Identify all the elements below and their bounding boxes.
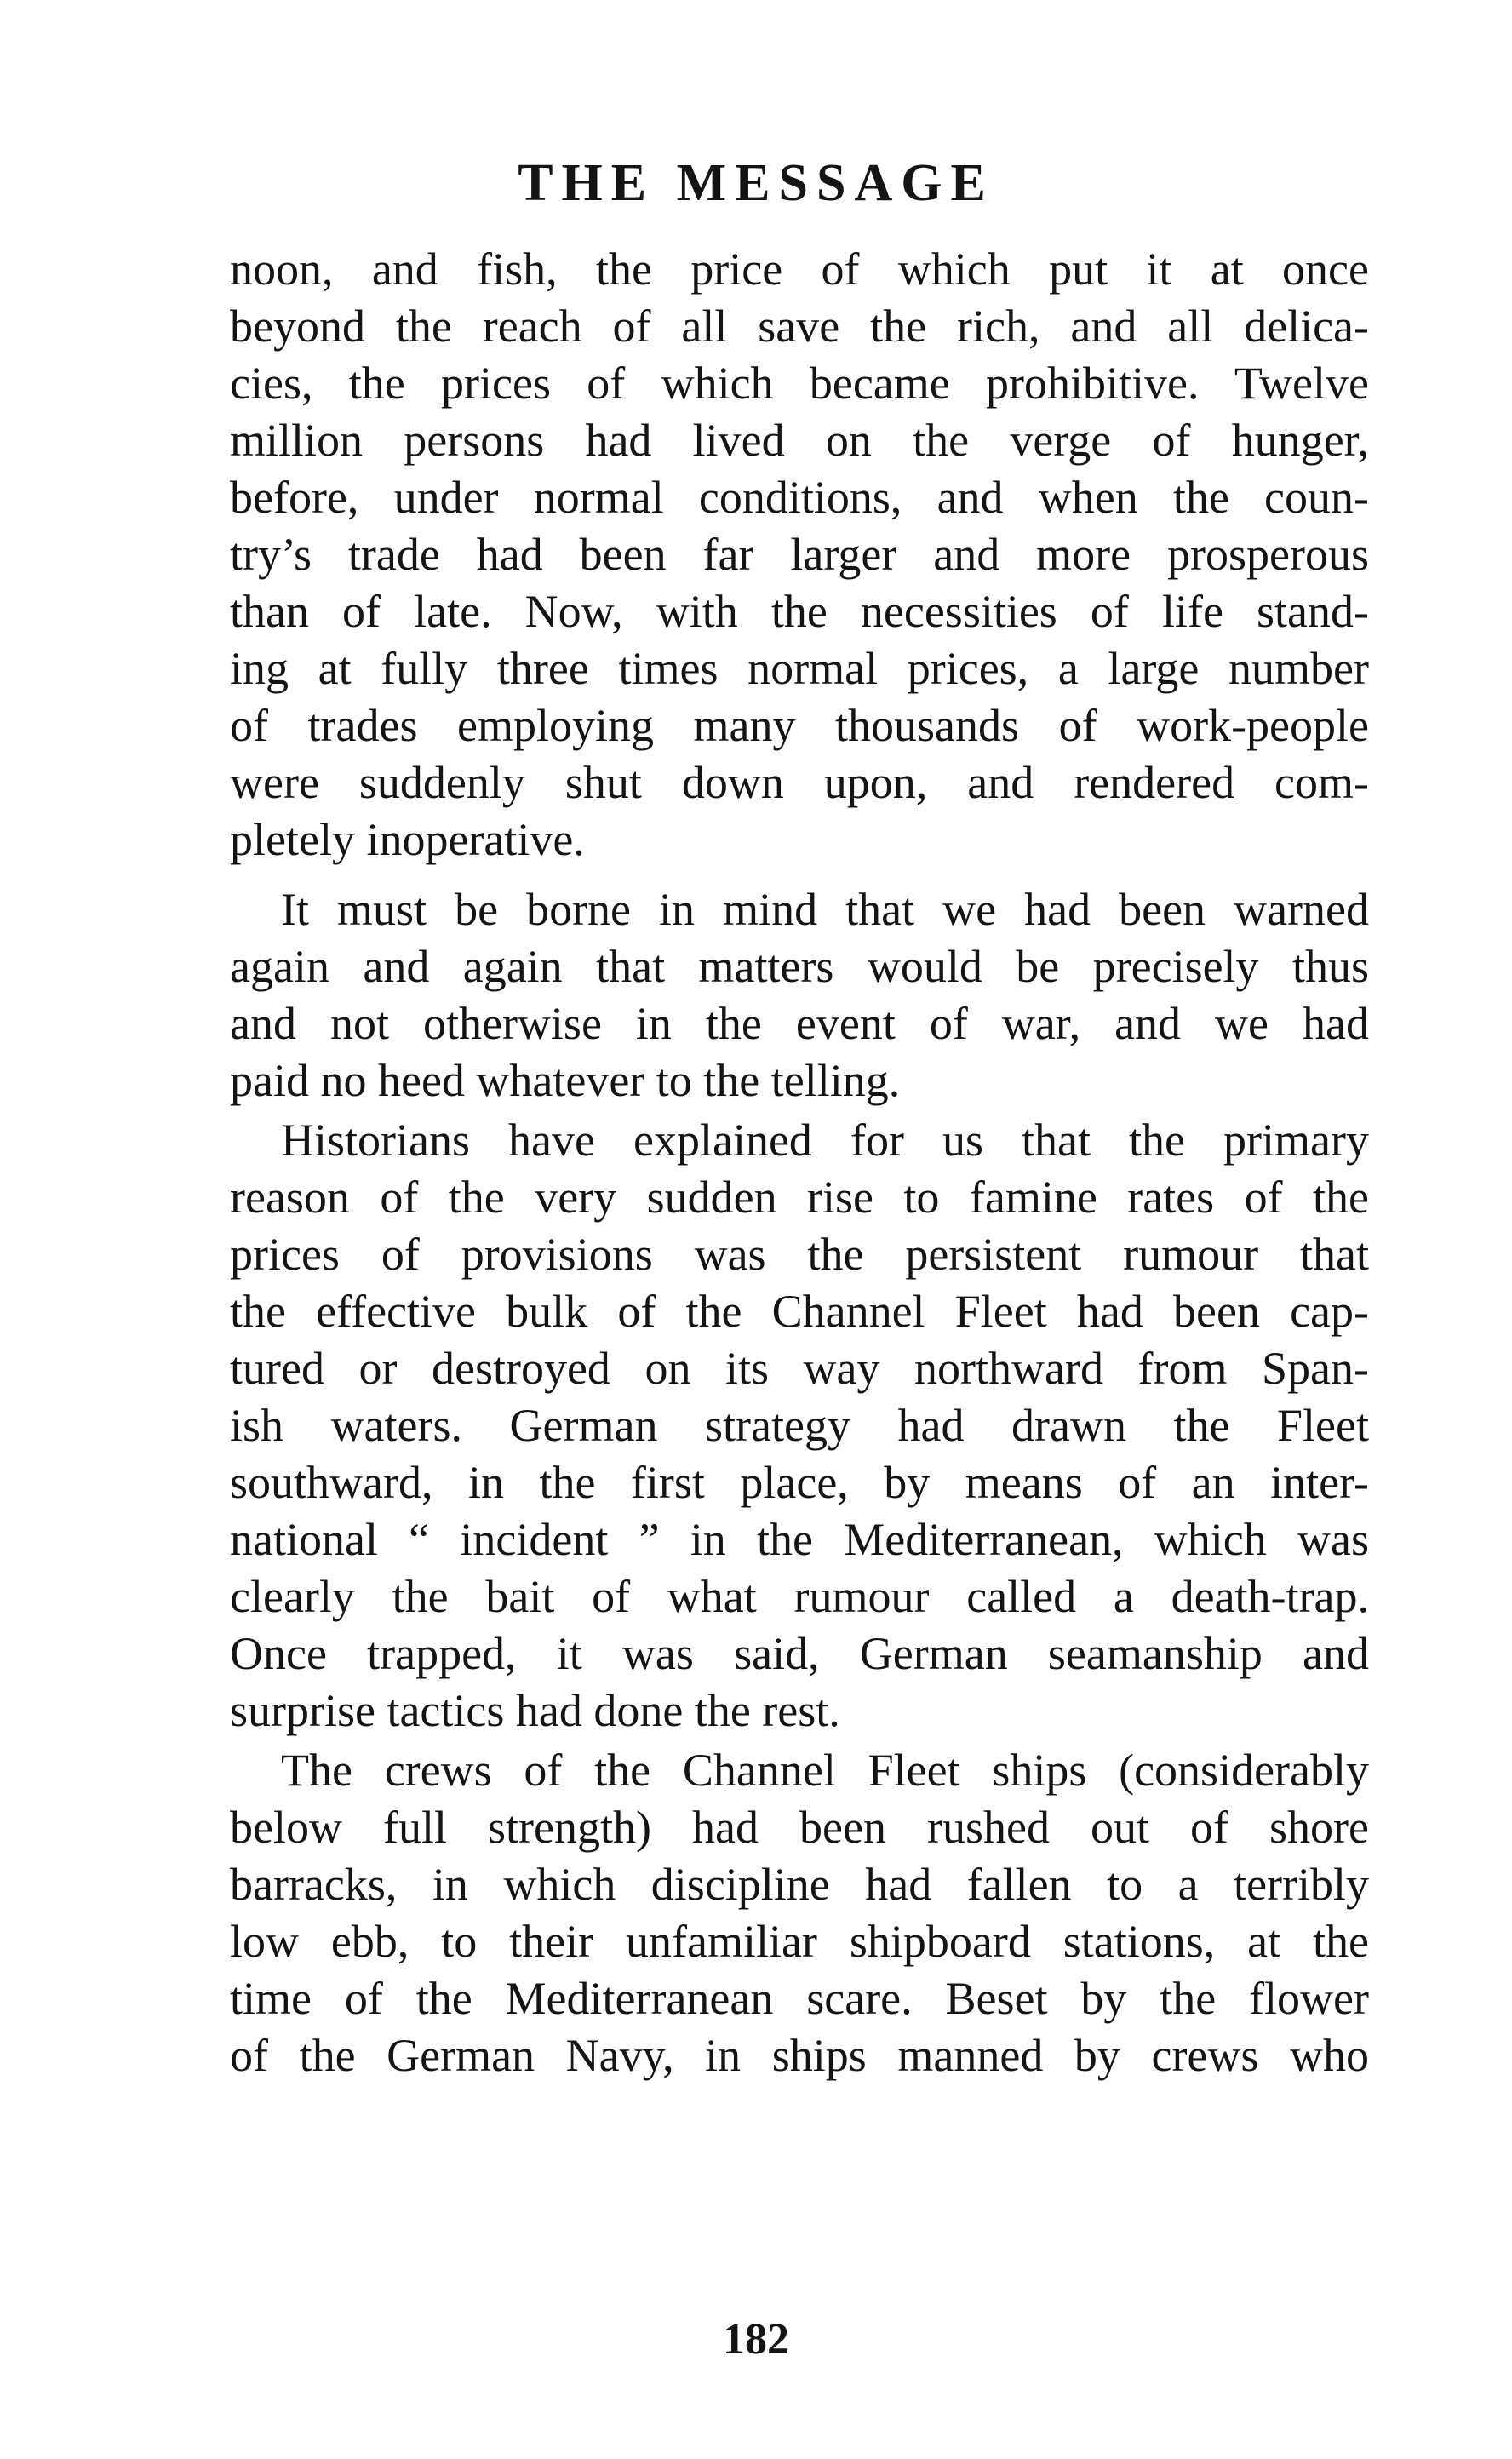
- text-line: pletely inoperative.: [230, 814, 585, 865]
- text-line: national “ incident ” in the Mediterranean, which was: [230, 1514, 1369, 1565]
- text-line: try’s trade had been far larger and more prosperous: [230, 529, 1369, 580]
- text-line: below full strength) had been rushed out of shore: [230, 1802, 1369, 1853]
- text-line: time of the Mediterranean scare. Beset by the flower: [230, 1973, 1369, 2024]
- text-line: Historians have explained for us that the primary: [281, 1115, 1369, 1166]
- text-line: tured or destroyed on its way northward from Span-: [230, 1343, 1369, 1394]
- text-line: of the German Navy, in ships manned by crews who: [230, 2030, 1369, 2081]
- text-line: ing at fully three times normal prices, a large number: [230, 643, 1369, 694]
- text-line: cies, the prices of which became prohibitive. Twelve: [230, 358, 1369, 409]
- text-line: beyond the reach of all save the rich, and all delica-: [230, 301, 1369, 352]
- text-line: before, under normal conditions, and when the coun-: [230, 472, 1369, 523]
- text-line: million persons had lived on the verge of hunger,: [230, 415, 1369, 466]
- text-line: ish waters. German strategy had drawn the Fleet: [230, 1400, 1369, 1451]
- text-line: southward, in the first place, by means of an inter-: [230, 1457, 1369, 1508]
- text-line: than of late. Now, with the necessities of life stand-: [230, 586, 1369, 637]
- text-line: of trades employing many thousands of work-people: [230, 700, 1369, 751]
- page-number: 182: [723, 2315, 789, 2364]
- text-line: The crews of the Channel Fleet ships (considerably: [281, 1745, 1369, 1796]
- text-line: were suddenly shut down upon, and rendered com-: [230, 757, 1369, 808]
- text-line: reason of the very sudden rise to famine rates of the: [230, 1172, 1369, 1223]
- text-line: prices of provisions was the persistent rumour that: [230, 1229, 1369, 1280]
- text-line: noon, and fish, the price of which put it at once: [230, 244, 1369, 295]
- text-line: surprise tactics had done the rest.: [230, 1685, 840, 1736]
- text-line: barracks, in which discipline had fallen to a terribly: [230, 1859, 1369, 1910]
- text-line: and not otherwise in the event of war, and we had: [230, 998, 1369, 1049]
- text-line: Once trapped, it was said, German seamanship and: [230, 1628, 1369, 1679]
- text-line: It must be borne in mind that we had been warned: [281, 884, 1369, 935]
- text-line: paid no heed whatever to the telling.: [230, 1055, 901, 1106]
- text-line: the effective bulk of the Channel Fleet had been cap-: [230, 1286, 1369, 1337]
- text-line: again and again that matters would be precisely thus: [230, 941, 1369, 992]
- text-line: low ebb, to their unfamiliar shipboard stations, at the: [230, 1916, 1369, 1967]
- running-head: THE MESSAGE: [518, 154, 994, 212]
- text-line: clearly the bait of what rumour called a death-trap.: [230, 1571, 1369, 1622]
